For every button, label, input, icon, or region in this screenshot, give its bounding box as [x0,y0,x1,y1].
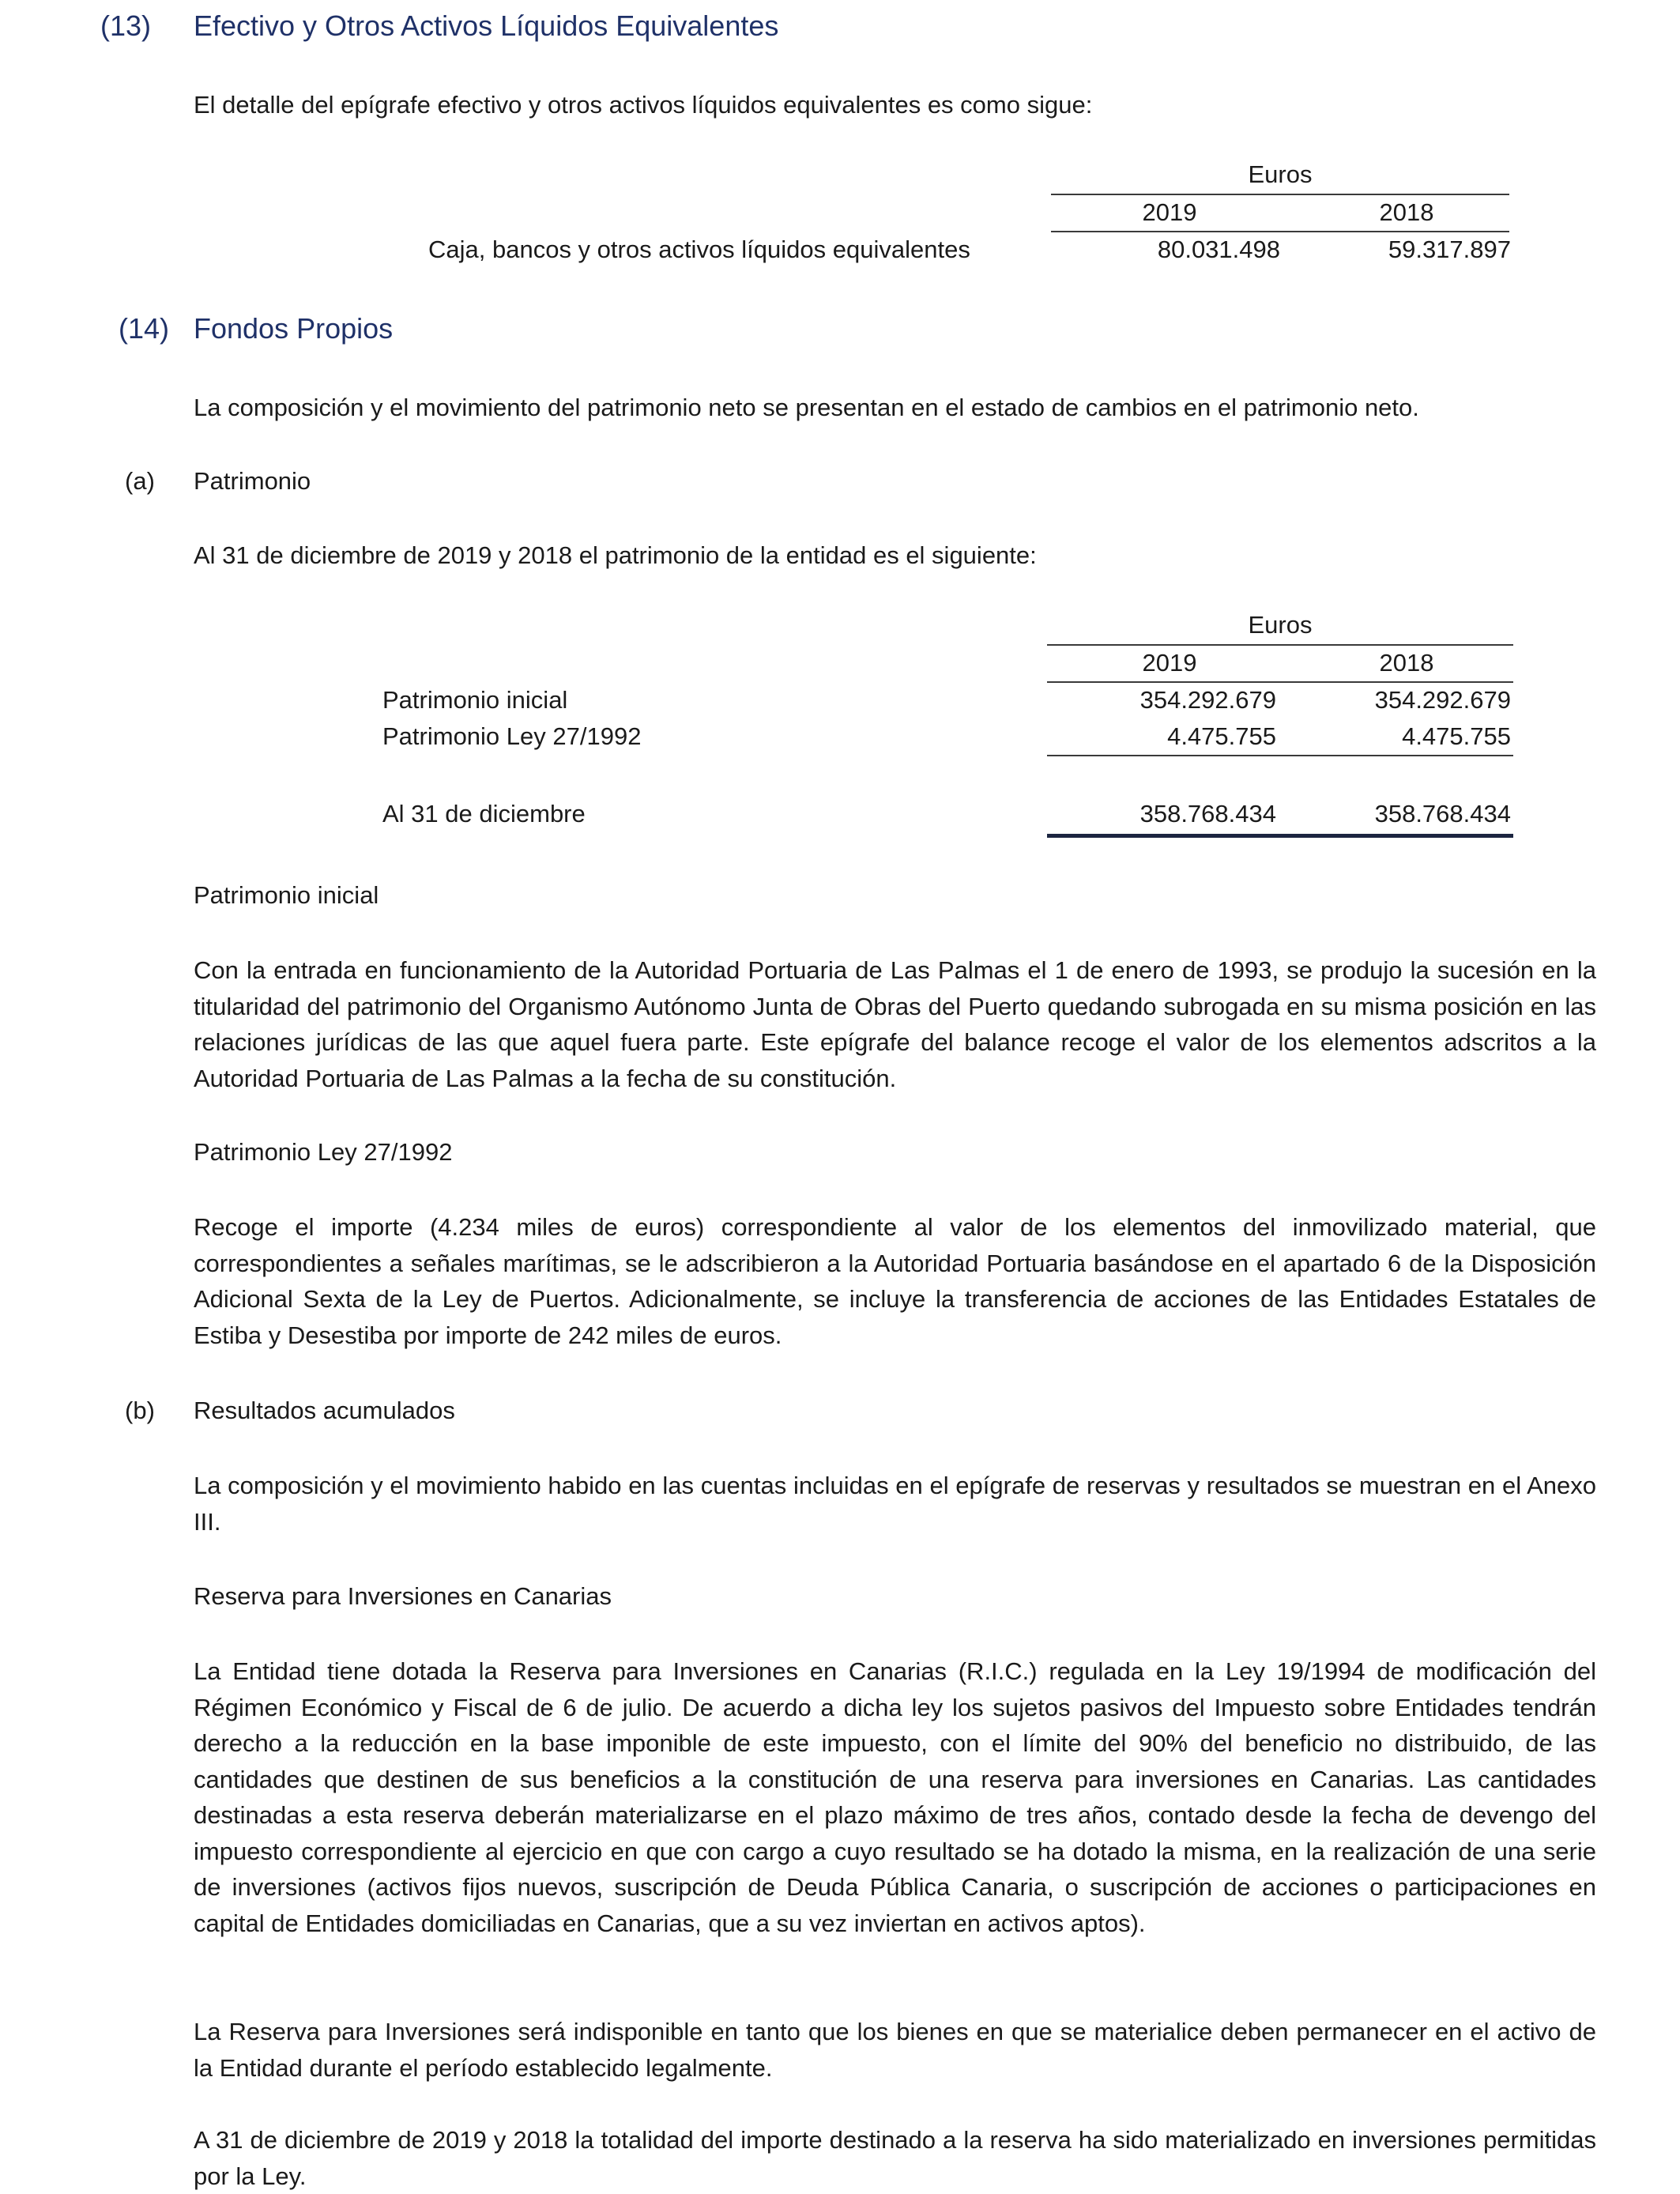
paragraph-text: Con la entrada en funcionamiento de la Autoridad Portuaria de Las Palmas el 1 de enero de 1993, se produjo la sucesión en la titularidad del patrimonio del Organismo Autónomo Junta de Obras del Puerto quedando subrogada en su misma posición en las relaciones jurídicas de las que aquel fuera parte. Este epígrafe del balance recoge el valor de los elementos adscritos a la Autoridad Portuaria de Las Palmas a la fecha de su constitución. [194,956,1596,1092]
header-rule [1047,681,1513,683]
sub1-title: Patrimonio inicial [194,881,379,909]
subtotal-rule [1047,755,1513,756]
section-14-number: (14) [119,312,170,345]
table-row-2019: 4.475.755 [1167,722,1276,750]
total-rule [1047,834,1513,838]
ric-title: Reserva para Inversiones en Canarias [194,1582,612,1610]
subsection-b-intro [194,1468,1596,1540]
sub1-paragraph [194,952,1596,1096]
section-13-title: Efectivo y Otros Activos Líquidos Equivalentes [194,9,779,42]
col-2019-header: 2019 [1142,198,1197,226]
table-row-2019: 354.292.679 [1139,686,1276,714]
value-2018: 59.317.897 [1388,236,1511,263]
sub2-paragraph [194,1209,1596,1353]
section-13-number: (13) [100,9,152,42]
total-label: Al 31 de diciembre [382,800,586,827]
table-row-2018: 4.475.755 [1402,722,1511,750]
col-2018-header: 2018 [1379,198,1434,226]
value-2019: 80.031.498 [1157,236,1280,263]
sub2-title: Patrimonio Ley 27/1992 [194,1138,453,1166]
ric-paragraph-3 [194,2122,1596,2194]
row-label: Caja, bancos y otros activos líquidos equivalentes [428,236,970,263]
section-14-intro: La composición y el movimiento del patrimonio neto se presentan en el estado de cambios en el patrimonio neto. [194,394,1419,421]
table-unit-header: Euros [1248,160,1313,188]
header-rule [1051,231,1509,232]
paragraph-text: A 31 de diciembre de 2019 y 2018 la totalidad del importe destinado a la reserva ha sido materializado en inversiones permitidas por la Ley. [194,2126,1596,2190]
section-14-title: Fondos Propios [194,312,394,345]
ric-paragraph-1 [194,1653,1596,1941]
section-13-intro: El detalle del epígrafe efectivo y otros activos líquidos equivalentes es como sigue: [194,91,1093,119]
paragraph-text: La Reserva para Inversiones será indisponible en tanto que los bienes en que se materialice deben permanecer en el activo de la Entidad durante el período establecido legalmente. [194,2018,1596,2082]
col-2019-header: 2019 [1142,649,1197,677]
total-2019: 358.768.434 [1139,800,1276,827]
table-row-label: Patrimonio Ley 27/1992 [382,722,642,750]
subsection-a-title: Patrimonio [194,467,311,495]
table-row-2018: 354.292.679 [1374,686,1511,714]
table-unit-header: Euros [1248,611,1313,639]
subsection-a-intro: Al 31 de diciembre de 2019 y 2018 el patrimonio de la entidad es el siguiente: [194,541,1037,569]
header-rule [1051,194,1509,195]
paragraph-text: Recoge el importe (4.234 miles de euros) correspondiente al valor de los elementos del inmovilizado material, que correspondientes a señales marítimas, se le adscribieron a la Autoridad Portuaria basándose en el apartado 6 de la Disposición Adicional Sexta de la Ley de Puertos. Adicionalmente, se incluye la transferencia de acciones de las Entidades Estatales de Estiba y Desestiba por importe de 242 miles de euros. [194,1213,1596,1349]
subsection-b-letter: (b) [125,1397,155,1424]
paragraph-text: La Entidad tiene dotada la Reserva para Inversiones en Canarias (R.I.C.) regulada en la Ley 19/1994 de modificación del Régimen Económico y Fiscal de 6 de julio. De acuerdo a dicha ley los sujetos pasivos del Impuesto sobre Entidades tendrán derecho a la reducción en la base imponible de este impuesto, con el límite del 90% del beneficio no distribuido, de las cantidades que destinen de sus beneficios a la constitución de una reserva para inversiones en Canarias. Las cantidades destinadas a esta reserva deberán materializarse en el plazo máximo de tres años, contado desde la fecha de devengo del impuesto correspondiente al ejercicio en que con cargo a cuyo resultado se ha dotado la misma, en la realización de una serie de inversiones (activos fijos nuevos, suscripción de Deuda Pública Canaria, o suscripción de acciones o participaciones en capital de Entidades domiciliadas en Canarias, que a su vez inviertan en activos aptos). [194,1657,1596,1937]
total-2018: 358.768.434 [1374,800,1511,827]
table-row-label: Patrimonio inicial [382,686,568,714]
subsection-b-title: Resultados acumulados [194,1397,455,1424]
header-rule [1047,644,1513,646]
paragraph-text: La composición y el movimiento habido en las cuentas incluidas en el epígrafe de reservas y resultados se muestran en el Anexo III. [194,1472,1596,1536]
ric-paragraph-2 [194,2014,1596,2086]
col-2018-header: 2018 [1379,649,1434,677]
subsection-a-letter: (a) [125,467,155,495]
